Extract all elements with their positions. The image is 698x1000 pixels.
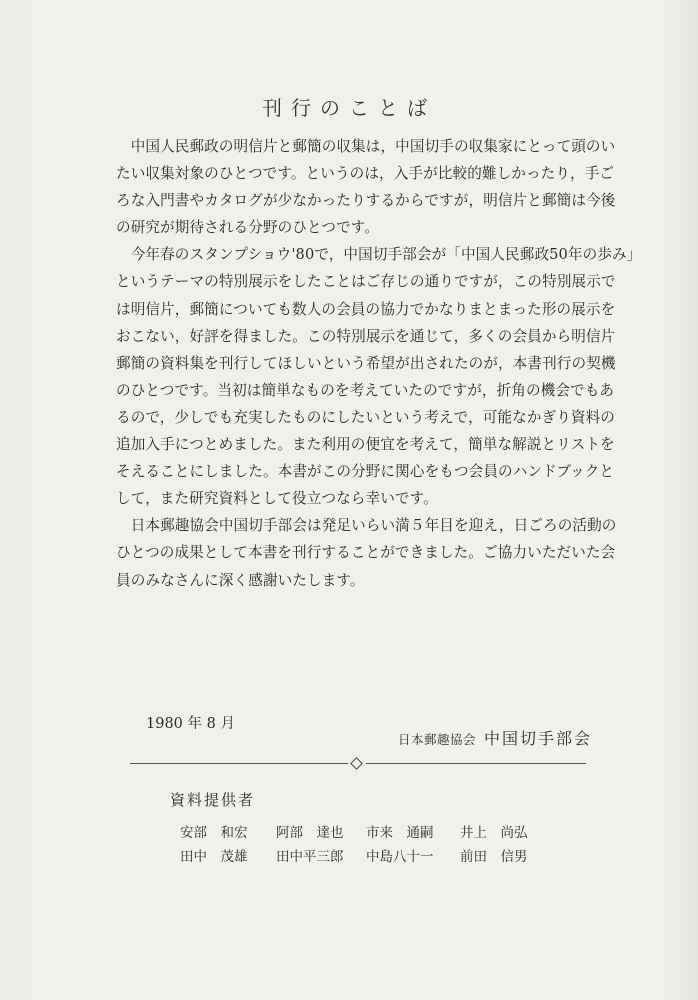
text-line: るので，少しでも充実したものにしたいという考えで，可能なかぎり資料の [116, 408, 616, 426]
divider [130, 759, 586, 769]
text-line: して，また研究資料として役立つなら幸いです。 [116, 490, 438, 508]
text-line: おこない，好評を得ました。この特別展示を通じて，多くの会員から明信片 [116, 327, 616, 345]
contributor-name: 中島八十一 [366, 849, 434, 865]
paragraph-3 [116, 512, 617, 593]
text-line: 追加入手につとめました。また利用の便宜を考えて，簡単な解説とリストを [116, 436, 615, 454]
contributor-name: 田中平三郎 [276, 849, 344, 865]
contributors-row [180, 821, 560, 845]
text-line: 員のみなさんに深く感謝いたします。 [116, 571, 365, 589]
divider-line-left [130, 763, 348, 764]
text-line: 日本郵趣協会中国切手部会は発足いらい満５年目を迎え，日ごろの活動の [116, 517, 617, 535]
contributor-name: 安部 和宏 [180, 825, 248, 841]
organization-signature [398, 726, 592, 749]
paragraph-2 [116, 241, 642, 512]
foreword-body [116, 133, 642, 594]
association-name: 日本郵趣協会 [398, 732, 477, 747]
text-line: の研究が期待される分野のひとつです。 [116, 219, 380, 237]
contributor-name: 田中 茂雄 [180, 849, 248, 865]
diamond-ornament-icon [350, 757, 363, 770]
page-title: 刊行のことば [262, 96, 436, 120]
section-name: 中国切手部会 [484, 729, 593, 748]
paragraph-1 [116, 133, 616, 241]
contributors-list [180, 821, 560, 869]
text-line: というテーマの特別展示をしたことはご存じの通りですが，この特別展示で [116, 273, 616, 291]
contributors-heading: 資料提供者 [170, 791, 256, 809]
publication-date: 1980 年 8 月 [146, 716, 235, 732]
text-line: ろな入門書やカタログが少なかったりするからですが，明信片と郵簡は今後 [116, 192, 616, 210]
text-line: たい収集対象のひとつです。というのは，入手が比較的難しかったり，手ご [116, 165, 615, 183]
text-line: 今年春のスタンプショウ'80で，中国切手部会が「中国人民郵政50年の歩み」 [116, 246, 642, 264]
text-line: 郵簡の資料集を刊行してほしいという希望が出されたのが，本書刊行の契機 [116, 354, 616, 372]
divider-line-right [366, 763, 586, 764]
text-line: は明信片，郵簡についても数人の会員の協力でかなりまとまった形の展示を [116, 300, 616, 318]
text-line: 中国人民郵政の明信片と郵簡の収集は，中国切手の収集家にとって頭のい [116, 138, 616, 155]
text-line: ひとつの成果として本書を刊行することができました。ご協力いただいた会 [116, 544, 616, 562]
contributor-name: 井上 尚弘 [460, 825, 528, 841]
contributor-name: 阿部 達也 [276, 825, 344, 841]
contributor-name: 前田 信男 [460, 849, 528, 865]
text-line: そえることにしました。本書がこの分野に関心をもつ会員のハンドブックと [116, 463, 615, 481]
contributors-row [180, 845, 560, 869]
text-line: のひとつです。当初は簡単なものを考えていたのですが，折角の機会でもあ [116, 381, 615, 399]
contributor-name: 市来 通嗣 [366, 825, 434, 841]
